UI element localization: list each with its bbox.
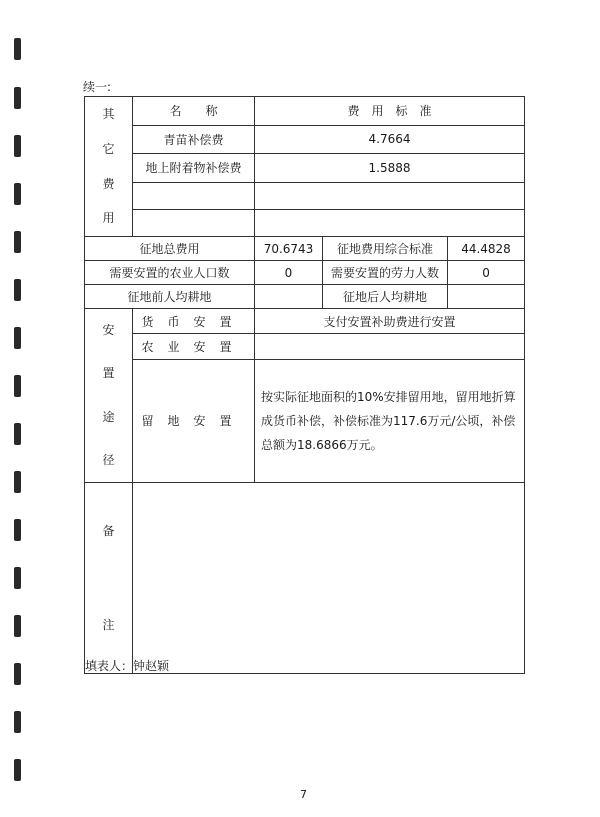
binder-mark: [14, 375, 21, 397]
binder-mark: [14, 183, 21, 205]
fee-value-cell: 4.7664: [255, 125, 525, 154]
fee-value-cell: [255, 182, 525, 209]
monetary-value: 支付安置补助费进行安置: [255, 309, 525, 334]
binder-mark: [14, 87, 21, 109]
binder-mark: [14, 38, 21, 60]
binder-mark: [14, 663, 21, 685]
resettlement-category: 安 置 途 径: [85, 309, 133, 483]
labor-count-value: 0: [448, 261, 525, 285]
binder-mark: [14, 567, 21, 589]
filler-label: 填表人：钟赵颖: [85, 659, 170, 673]
fee-name-cell: [133, 209, 255, 236]
land-expropriation-table: [84, 96, 525, 674]
fee-name-cell: 地上附着物补偿费: [133, 154, 255, 183]
fee-value-cell: 1.5888: [255, 154, 525, 183]
remarks-category: 备 注: [85, 482, 133, 673]
combined-standard-value: 44.4828: [448, 237, 525, 261]
land-before-label: 征地前人均耕地: [85, 285, 255, 309]
agricultural-label: 农业安置: [133, 334, 255, 359]
binder-mark: [14, 135, 21, 157]
binder-mark: [14, 279, 21, 301]
labor-count-label: 需要安置的劳力人数: [323, 261, 448, 285]
farm-population-value: 0: [255, 261, 323, 285]
binder-mark: [14, 519, 21, 541]
total-fee-label: 征地总费用: [85, 237, 255, 261]
remarks-content: [133, 482, 525, 673]
continuation-label: 续一:: [83, 80, 112, 94]
fee-name-cell: [133, 182, 255, 209]
page-number: 7: [300, 788, 307, 801]
binder-mark: [14, 231, 21, 253]
other-fees-category: 其 它 费 用: [85, 97, 133, 237]
total-fee-value: 70.6743: [255, 237, 323, 261]
binder-mark: [14, 471, 21, 493]
land-after-label: 征地后人均耕地: [323, 285, 448, 309]
reserved-land-value: 按实际征地面积的10%安排留用地，留用地折算成货币补偿，补偿标准为117.6万元/公顷，补偿总额为18.6866万元。: [255, 359, 525, 482]
fee-value-cell: [255, 209, 525, 236]
combined-standard-label: 征地费用综合标准: [323, 237, 448, 261]
binder-mark: [14, 615, 21, 637]
land-before-value: [255, 285, 323, 309]
binder-mark: [14, 423, 21, 445]
binder-mark: [14, 759, 21, 781]
farm-population-label: 需要安置的农业人口数: [85, 261, 255, 285]
fee-name-cell: 青苗补偿费: [133, 125, 255, 154]
standard-header: 费 用 标 准: [255, 97, 525, 126]
land-after-value: [448, 285, 525, 309]
reserved-land-label: 留地安置: [133, 359, 255, 482]
agricultural-value: [255, 334, 525, 359]
binder-mark: [14, 327, 21, 349]
name-header: 名 称: [133, 97, 255, 126]
binder-mark: [14, 711, 21, 733]
monetary-label: 货币安置: [133, 309, 255, 334]
